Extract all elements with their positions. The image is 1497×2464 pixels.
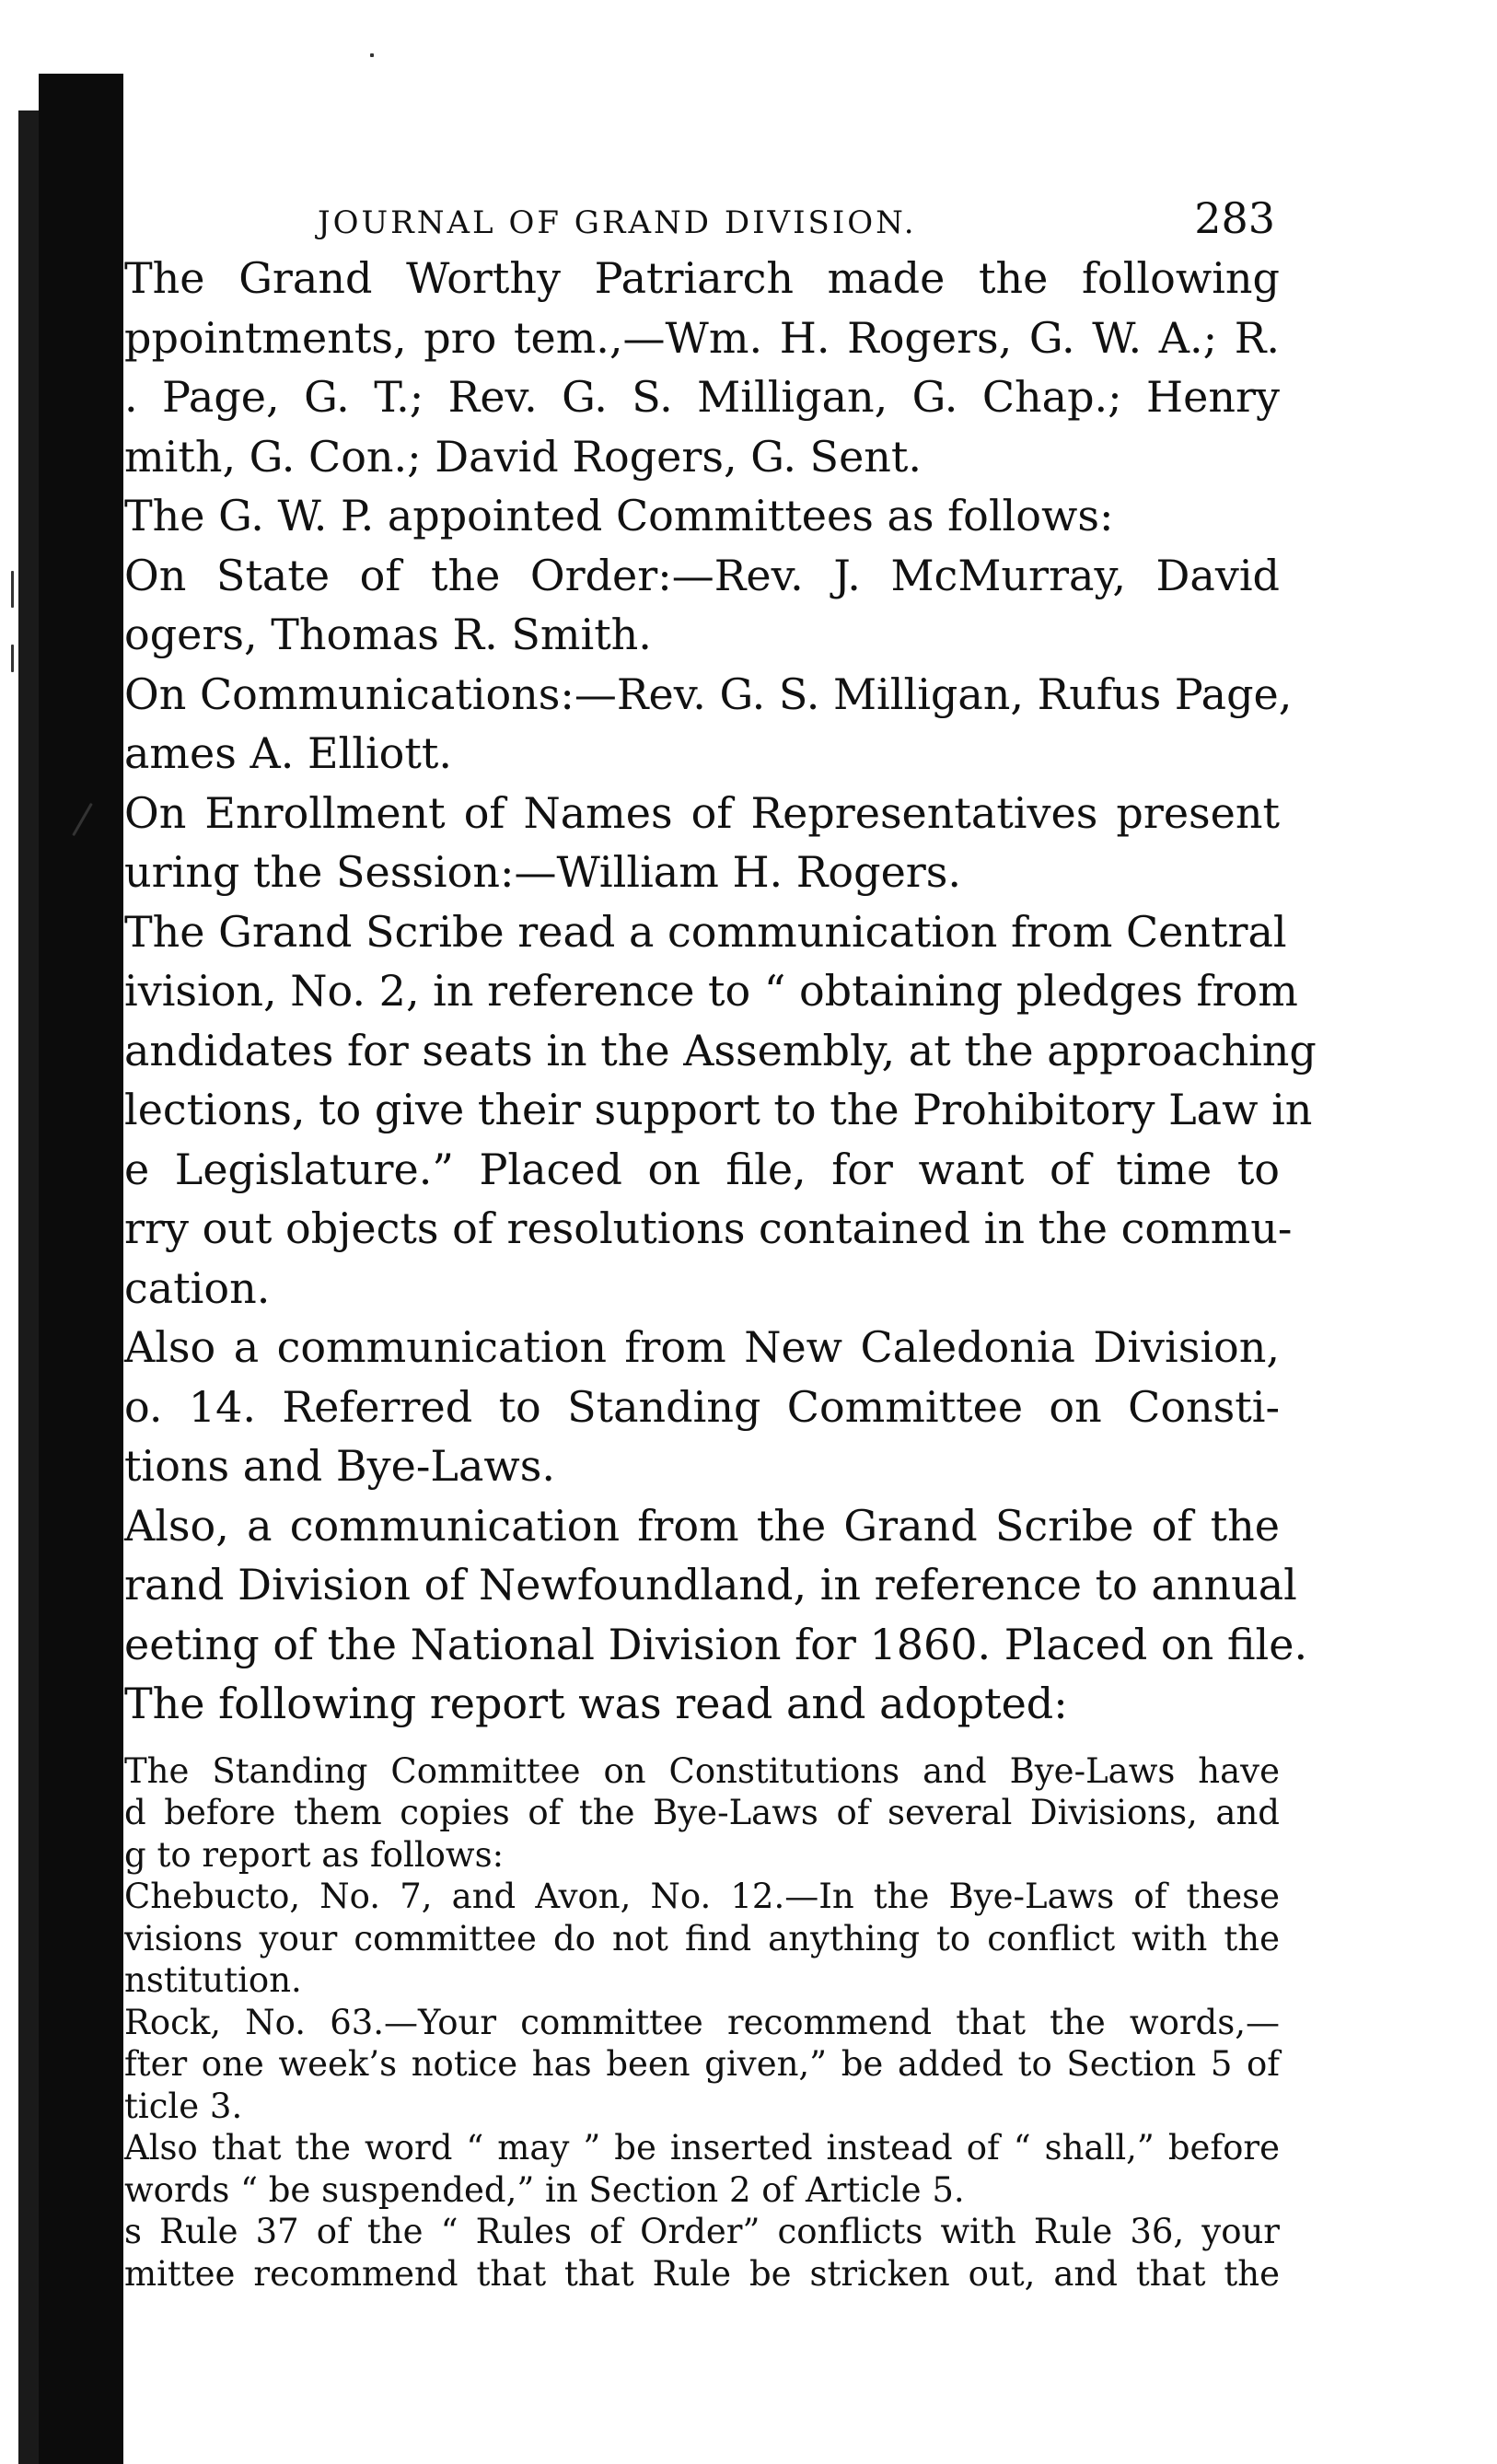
text-line: The G. W. P. appointed Committees as follows: bbox=[124, 491, 1114, 540]
report-line: Also that the word “ may ” be inserted instead of “ shall,” before bbox=[124, 2128, 1280, 2168]
text-line: Also, a communication from the Grand Scribe of the bbox=[124, 1500, 1280, 1551]
text-line: Also a communication from New Caledonia Division, bbox=[124, 1322, 1280, 1372]
running-head: JOURNAL OF GRAND DIVISION. bbox=[318, 204, 917, 241]
text-line: On Enrollment of Names of Representatives present bbox=[124, 787, 1280, 838]
text-line: . Page, G. T.; Rev. G. S. Milligan, G. Chap.; Henry bbox=[124, 372, 1280, 422]
binding-edge bbox=[39, 74, 123, 2464]
text-line: The Grand Scribe read a communication from Central bbox=[124, 906, 1287, 957]
page-number: 283 bbox=[1194, 193, 1275, 243]
text-line: cation. bbox=[124, 1262, 271, 1313]
text-line: ppointments, pro tem.,—Wm. H. Rogers, G. W. A.; R. bbox=[124, 312, 1280, 363]
text-line: uring the Session:—William H. Rogers. bbox=[124, 847, 962, 897]
speck-mark bbox=[11, 645, 14, 672]
text-line: andidates for seats in the Assembly, at the approaching bbox=[124, 1025, 1317, 1075]
text-line: rry out objects of resolutions contained in the commu- bbox=[124, 1203, 1293, 1253]
report-line: Chebucto, No. 7, and Avon, No. 12.—In the Bye-Laws of these bbox=[124, 1877, 1280, 1916]
text-line: On Communications:—Rev. G. S. Milligan, Rufus Page, bbox=[124, 668, 1293, 719]
report-line: nstitution. bbox=[124, 1960, 302, 2000]
page-header bbox=[124, 193, 1280, 249]
text-line: On State of the Order:—Rev. J. McMurray, David bbox=[124, 550, 1280, 600]
text-line: o. 14. Referred to Standing Committee on Consti- bbox=[124, 1381, 1280, 1432]
text-line: ogers, Thomas R. Smith. bbox=[124, 610, 652, 659]
report-text bbox=[124, 1750, 1280, 2295]
report-line: d before them copies of the Bye-Laws of several Divisions, and bbox=[124, 1793, 1280, 1832]
report-line: Rock, No. 63.—Your committee recommend that the words,— bbox=[124, 2002, 1280, 2042]
report-line: mittee recommend that that Rule be stricken out, and that the bbox=[124, 2253, 1280, 2294]
report-line: ticle 3. bbox=[124, 2086, 243, 2126]
text-line: eeting of the National Division for 1860. Placed on file. bbox=[124, 1619, 1308, 1669]
book-page bbox=[124, 193, 1317, 2295]
report-line: visions your committee do not find anything to conflict with the bbox=[124, 1918, 1280, 1958]
text-line: tions and Bye-Laws. bbox=[124, 1441, 555, 1491]
text-line: lections, to give their support to the Prohibitory Law in bbox=[124, 1085, 1313, 1134]
speck-mark bbox=[370, 53, 374, 57]
text-line: e Legislature.” Placed on file, for want of time to bbox=[124, 1144, 1280, 1194]
text-line: rand Division of Newfoundland, in reference to annual bbox=[124, 1560, 1297, 1610]
report-line: fter one week’s notice has been given,” be added to Section 5 of bbox=[124, 2044, 1280, 2084]
report-line: words “ be suspended,” in Section 2 of Article 5. bbox=[124, 2169, 965, 2210]
report-line: g to report as follows: bbox=[124, 1834, 505, 1875]
text-line: The Grand Worthy Patriarch made the following bbox=[124, 253, 1280, 303]
text-line: mith, G. Con.; David Rogers, G. Sent. bbox=[124, 431, 923, 482]
report-line: s Rule 37 of the “ Rules of Order” conflicts with Rule 36, your bbox=[124, 2212, 1280, 2251]
text-line: ames A. Elliott. bbox=[124, 728, 452, 778]
speck-mark bbox=[11, 571, 14, 608]
report-line: The Standing Committee on Constitutions and Bye-Laws have bbox=[124, 1750, 1280, 1791]
text-line: ivision, No. 2, in reference to “ obtaining pledges from bbox=[124, 966, 1298, 1016]
body-text bbox=[124, 249, 1317, 1734]
text-line: The following report was read and adopted: bbox=[124, 1679, 1068, 1728]
